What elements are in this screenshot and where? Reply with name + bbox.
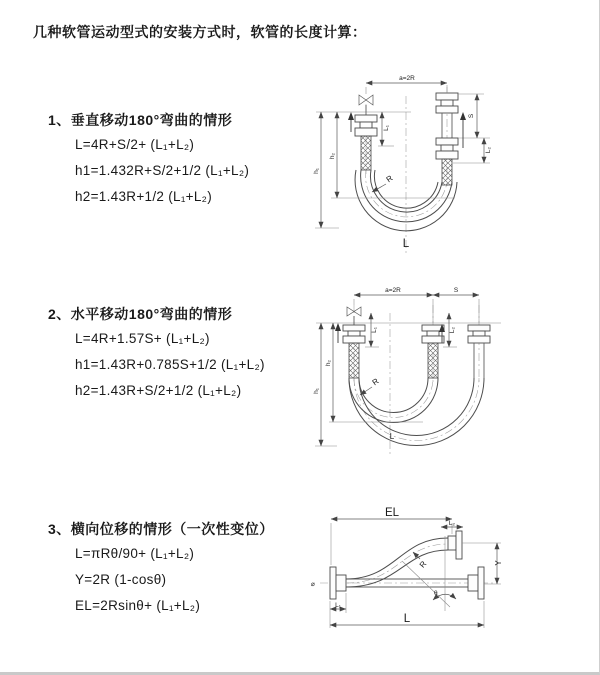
section-3-formula-Y: Y=2R (1-cosθ) (75, 572, 167, 587)
radius-label: R (370, 376, 381, 388)
left-fitting (343, 325, 365, 343)
page-title: 几种软管运动型式的安装方式时，软管的长度计算： (33, 24, 367, 40)
dim-L (330, 601, 484, 628)
dim-s-label: S (453, 287, 459, 294)
dim-S (433, 287, 479, 323)
section-1-formula-L: L=4R+S/2+ (L₁+L₂) (75, 137, 195, 152)
dim-h1-label: h₁ (313, 168, 320, 174)
braided-hose-middle (428, 343, 438, 378)
section-3-formula-L: L=πRθ/90+ (L₁+L₂) (75, 546, 195, 561)
length-label: L (402, 238, 410, 250)
radius-label: R (384, 173, 395, 185)
section-1-heading: 1、垂直移动180°弯曲的情形 (48, 112, 233, 128)
right-flange-upper (448, 531, 462, 559)
dim-h1 (313, 323, 337, 446)
right-flange-lower (468, 567, 484, 599)
right-fitting-upper (436, 93, 458, 113)
dim-h1-label: h₁ (313, 388, 320, 394)
dim-L1 (365, 313, 379, 347)
dim-L1 (378, 112, 394, 146)
movement-arrow-up-right (460, 112, 466, 148)
section-3-formula-EL: EL=2Rsinθ+ (L₁+L₂) (75, 598, 201, 613)
dim-h2-label: h₂ (325, 359, 332, 367)
dim-el-label: EL (384, 507, 400, 519)
left-flange (330, 567, 346, 599)
centerline-mark: ⌀ (311, 581, 315, 588)
braided-hose-right (442, 159, 452, 185)
section-3-heading: 3、横向位移的情形（一次性变位） (48, 521, 274, 537)
section-2-formula-h2: h2=1.43R+S/2+1/2 (L₁+L₂) (75, 383, 242, 398)
dim-h2-label: h₂ (329, 152, 336, 160)
diagram-vertical-180-bend (303, 68, 595, 264)
right-fitting-moved (468, 325, 490, 343)
dim-h2 (325, 323, 423, 422)
radius-label: R (417, 559, 429, 570)
dim-L2 (453, 138, 492, 163)
right-fitting-lower (436, 138, 458, 159)
dim-a-2R (354, 287, 433, 323)
dim-l1-label: L₁ (383, 125, 390, 131)
section-2-heading: 2、水平移动180°弯曲的情形 (48, 306, 233, 322)
dim-s-label: S (468, 113, 475, 119)
movement-arrow-up-left (348, 112, 354, 132)
dim-a-label: a=2R (385, 287, 401, 294)
dim-L2 (443, 313, 457, 347)
dim-l1-label: L₁ (371, 327, 378, 333)
displaced-hose (346, 538, 448, 587)
section-1-formula-h2: h2=1.43R+1/2 (L₁+L₂) (75, 189, 213, 204)
dim-L2 (441, 520, 463, 527)
diagram-lateral-displacement (300, 497, 595, 652)
radius-leader (413, 552, 429, 569)
braided-hose-left (349, 343, 359, 378)
braided-hose-left (361, 136, 371, 170)
dim-l2-label: L₂ (485, 146, 492, 154)
angle-label: θ (434, 590, 438, 597)
dim-a-2R (366, 75, 447, 94)
length-label: L (389, 432, 395, 441)
movement-arrow-left (335, 323, 341, 343)
dim-l-label: L (403, 613, 411, 625)
dim-EL (331, 507, 452, 565)
hose-u-bend (349, 378, 484, 446)
diagram-horizontal-180-bend (303, 283, 595, 463)
dim-l1-label: L₁ (335, 602, 341, 609)
radius-leader (360, 376, 381, 395)
dim-l2-label: L₂ (448, 520, 456, 527)
section-2-formula-L: L=4R+1.57S+ (L₁+L₂) (75, 331, 210, 346)
dim-a-label: a=2R (399, 75, 415, 82)
left-fitting (355, 115, 377, 136)
section-2-formula-h1: h1=1.43R+0.785S+1/2 (L₁+L₂) (75, 357, 265, 372)
dim-y-label: Y (494, 560, 503, 566)
section-1-formula-h1: h1=1.432R+S/2+1/2 (L₁+L₂) (75, 163, 250, 178)
dim-h1 (313, 112, 339, 228)
dim-l2-label: L₂ (449, 326, 456, 334)
